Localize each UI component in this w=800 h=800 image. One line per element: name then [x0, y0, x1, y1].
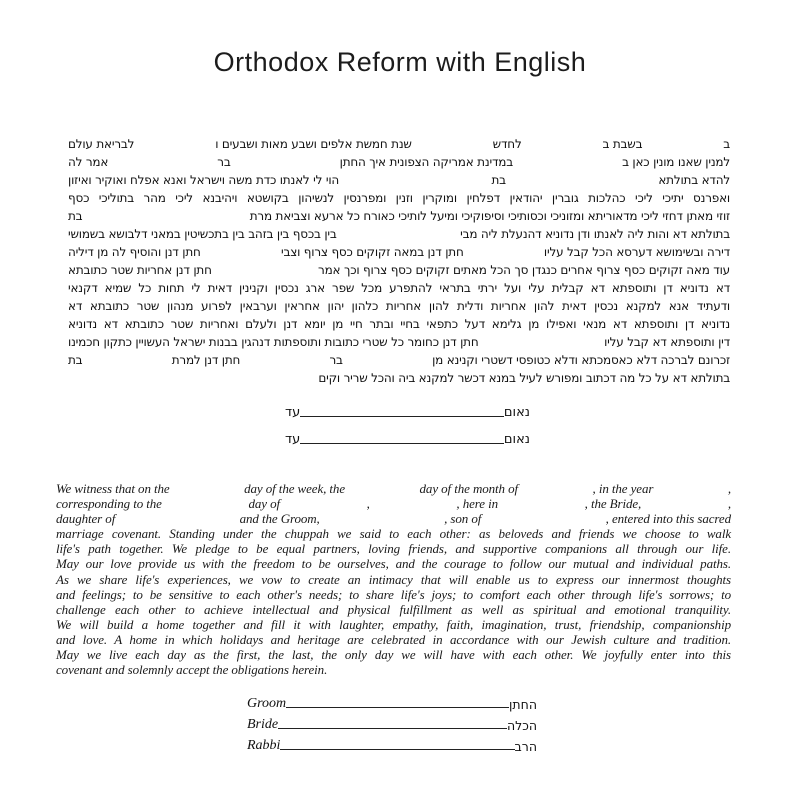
hebrew-line-segment: חתן דנן במאה זקוקים כסף צרוף וצבי — [280, 245, 464, 259]
english-vows-text — [56, 481, 731, 677]
fill-in-blank — [464, 243, 544, 261]
hebrew-line — [68, 207, 730, 225]
hebrew-line-segment: שנת חמשת אלפים ושבע מאות ושבעים ו — [215, 137, 412, 151]
hebrew-line: נדוניא דן ותוספתא דא מנאי ואפילו מן גלימא דעל כתפאי בחיי ובתר חיי מן יומא דנן ולעלם ואחריות שטר כתובתא דא נדוניא — [68, 317, 730, 331]
witness-row — [285, 420, 530, 447]
hebrew-line — [68, 171, 730, 189]
english-line-segment: , the Bride, — [584, 496, 642, 512]
english-line-segment: , entered into this sacred — [605, 511, 731, 527]
hebrew-line — [68, 225, 730, 243]
hebrew-line: בתולתא דא על כל מה דכתוב ומפורש לעיל במנא דכשר למקנא ביה והכל שריר וקים — [318, 371, 730, 385]
fill-in-blank — [108, 153, 217, 171]
hebrew-line: ואפרנס יתיכי ליכי כהלכות גוברין יהודאין דפלחין ומוקרין וזנין ומפרנסין לנשיהון בקושטא ויהיבנא ליכי מהר בתוליכי כסף — [68, 191, 730, 205]
hebrew-line-segment: דירה ובשימושא דערסא הכל קבל עליו — [543, 245, 730, 259]
witness-row — [285, 393, 530, 420]
english-line: May our love provide us with the freedom to be ourselves, and the courage to follow our mutual and individual paths. — [56, 556, 731, 572]
signature-label-english: Groom — [247, 696, 287, 712]
signature-label-hebrew: הרב — [514, 739, 537, 755]
hebrew-line-segment: למנין שאנו מונין כאן ב — [622, 155, 730, 169]
hebrew-line-segment: בין בכסף בין בזהב בין בתכשיטין במאני דלבושא בשמושי — [68, 227, 337, 241]
fill-in-blank — [641, 496, 728, 511]
signature-row — [247, 691, 537, 712]
fill-in-blank — [162, 496, 249, 511]
english-line: May we live each day as the first, the last, the only day we will have with each other. We joyfully enter into this — [56, 647, 731, 663]
signature-label-hebrew: החתן — [509, 697, 537, 713]
fill-in-blank — [134, 135, 215, 153]
english-line-segment: day of the month of — [419, 481, 519, 496]
english-line-segment: day of — [248, 496, 281, 512]
english-line: life's path together. We pledge to be equal partners, loving friends, and supportive companions all through our life. — [56, 541, 731, 557]
witness-declare-label: נאום — [503, 432, 530, 447]
fill-in-blank — [412, 135, 493, 153]
hebrew-line-segment: זוזי מאתן דחזי ליכי מדאוריתא ומזוניכי וכסותיכי וסיפוקיכי ומיעל לותיכי כאורח כל ארעא וצביאת מרת — [249, 209, 730, 223]
fill-in-blank — [212, 261, 318, 279]
hebrew-line-segment: אמר לה — [67, 155, 109, 169]
english-line-segment: , — [366, 496, 370, 512]
hebrew-line-segment: חתן דנן והוסיף לה מן דיליה — [67, 245, 201, 259]
hebrew-line-segment: להדא בתולתא — [658, 173, 730, 187]
fill-in-blank — [642, 135, 723, 153]
hebrew-line-segment: עוד מאה זקוקים כסף צרוף אחרים כנגדן סך הכל מאתים זקוקים כסף צרוף וכך אמר — [318, 263, 730, 277]
english-line-segment: , — [727, 481, 731, 496]
fill-in-blank — [518, 481, 593, 496]
fill-in-blank — [481, 511, 605, 526]
fill-in-blank — [345, 481, 420, 496]
hebrew-line-segment: חתן דנן כחומר כל שטרי כתובות ותוספתות דנהגין בבנות ישראל העשויין כתקון חכמינו — [68, 335, 479, 349]
english-line: We will build a home together and fill it with laughter, empathy, faith, imagination, trust, friendship, companionship — [56, 616, 731, 632]
english-line: and love. A home in which holidays and heritage are celebrated in accordance with our Jewish culture and tradition. — [56, 631, 731, 647]
fill-in-blank — [370, 496, 457, 511]
fill-in-blank — [115, 511, 239, 526]
fill-in-blank — [240, 351, 329, 369]
signature-rule — [300, 443, 504, 444]
fill-in-blank — [201, 243, 281, 261]
hebrew-line-segment: חתן דנן למרת — [171, 353, 241, 367]
fill-in-blank — [479, 333, 605, 351]
fill-in-blank — [82, 351, 171, 369]
fill-in-blank — [82, 207, 249, 225]
hebrew-line-segment: דין ותוספתא דא קבל עליו — [604, 335, 730, 349]
signature-lines — [247, 691, 537, 754]
english-line-segment: and the Groom, — [239, 511, 320, 527]
hebrew-line-segment: לבריאת עולם — [67, 137, 135, 151]
english-line: marriage covenant. Standing under the chuppah we said to each other: as beloveds and friends we choose to walk — [56, 526, 731, 542]
page-title: Orthodox Reform with English — [213, 47, 587, 77]
signature-rule — [300, 416, 504, 417]
hebrew-line-segment: הוי לי לאנתו כדת משה וישראל ואנא אפלח ואוקיר ואיזון — [68, 173, 340, 187]
fill-in-blank — [522, 135, 603, 153]
signature-rule — [278, 728, 507, 729]
english-line — [56, 496, 731, 511]
witness-ed-label: עד — [285, 405, 301, 420]
fill-in-blank — [498, 496, 585, 511]
hebrew-line-segment: בשבת ב — [602, 137, 643, 151]
english-line: As we share life's experiences, we vow to create an intimacy that will enable us to express our innermost thoughts — [56, 571, 731, 587]
hebrew-line-segment: בר — [329, 353, 343, 367]
hebrew-line-segment: זכרונם לברכה דלא כאסמכתא ודלא כטופסי דשטרי וקנינא מן — [432, 353, 730, 367]
signature-rule — [280, 749, 514, 750]
signature-label-hebrew: הכלה — [506, 718, 537, 734]
english-line — [56, 481, 731, 496]
hebrew-line-segment: לחדש — [492, 137, 522, 151]
witness-signature-lines — [285, 393, 530, 447]
hebrew-line — [68, 261, 730, 279]
signature-label-english: Bride — [247, 717, 279, 733]
fill-in-blank — [337, 225, 460, 243]
fill-in-blank — [506, 171, 658, 189]
english-line: challenge each other to achieve intellectual and physical fulfillment as well as spiritual and emotional tranquility. — [56, 601, 731, 617]
fill-in-blank — [513, 153, 622, 171]
hebrew-line-segment: בתולתא דא והות ליה לאנתו ודן נדוניא דהנעלת ליה מבי — [460, 227, 730, 241]
english-line-segment: We witness that on the — [56, 481, 170, 496]
hebrew-line: ודעתיד אנא למקנא נכסין דאית להון אחריות ודלית להון אחריות כלהון יהון אחראין וערבאין לפרוע מנהון שטר כתובתא דא — [68, 299, 730, 313]
english-line-segment: daughter of — [56, 511, 116, 527]
hebrew-line — [68, 351, 730, 369]
english-line-segment: day of the week, the — [244, 481, 346, 496]
hebrew-line — [68, 135, 730, 153]
hebrew-line — [68, 243, 730, 261]
hebrew-line: דא נדוניא דן ותוספתא דא קבלית עלי ועל ירתי בתראי להתפרע מכל שפר ארג נכסין וקנינין דאית לי תחות כל שמיא דקנאי — [68, 281, 730, 295]
english-line — [56, 511, 731, 526]
witness-declare-label: נאום — [503, 405, 530, 420]
english-line-segment: , here in — [456, 496, 499, 512]
fill-in-blank — [170, 481, 245, 496]
witness-ed-label: עד — [285, 432, 301, 447]
signature-rule — [286, 707, 509, 708]
english-line: and feelings; to be sensitive to each other's needs; to share life's joys; to comfort each other through life's sorrows; to — [56, 586, 731, 602]
hebrew-contract-text — [68, 135, 730, 387]
english-line-segment: corresponding to the — [56, 496, 162, 512]
hebrew-line-segment: בת — [67, 353, 83, 367]
english-line-segment: , in the year — [592, 481, 654, 496]
fill-in-blank — [280, 496, 367, 511]
fill-in-blank — [653, 481, 728, 496]
fill-in-blank — [339, 171, 491, 189]
signature-row — [247, 733, 537, 754]
hebrew-line-segment: בת — [491, 173, 506, 187]
hebrew-line-segment: בר — [217, 155, 231, 169]
fill-in-blank — [343, 351, 432, 369]
english-line: covenant and solemnly accept the obligations herein. — [56, 662, 328, 678]
fill-in-blank — [320, 511, 444, 526]
hebrew-line-segment: במדינת אמריקה הצפונית איך החתן — [339, 155, 513, 169]
fill-in-blank — [231, 153, 340, 171]
english-line-segment: , son of — [444, 511, 482, 527]
hebrew-line-segment: ב — [723, 137, 730, 151]
hebrew-line-segment: בת — [68, 209, 83, 223]
signature-row — [247, 712, 537, 733]
hebrew-line — [68, 333, 730, 351]
english-line-segment: , — [727, 496, 731, 512]
signature-label-english: Rabbi — [247, 738, 281, 754]
hebrew-line — [68, 153, 730, 171]
hebrew-line-segment: חתן דנן אחריות שטר כתובתא — [68, 263, 212, 277]
